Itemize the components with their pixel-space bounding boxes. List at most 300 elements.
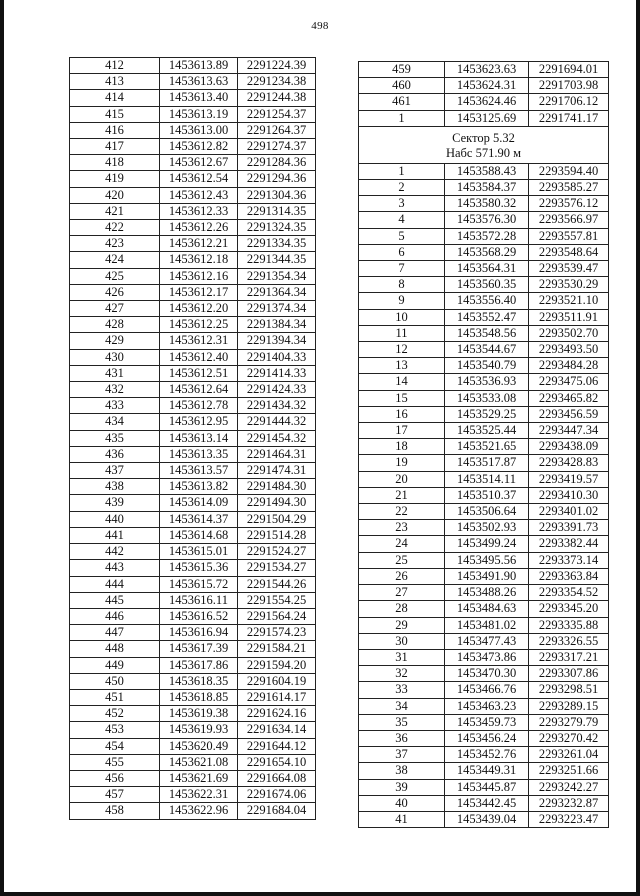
point-number-cell: 28 xyxy=(359,601,445,617)
x-coordinate-cell: 1453614.37 xyxy=(160,511,238,527)
point-number-cell: 420 xyxy=(70,187,160,203)
table-row xyxy=(70,430,316,446)
point-number-cell: 30 xyxy=(359,633,445,649)
x-coordinate-cell: 1453456.24 xyxy=(445,730,529,746)
y-coordinate-cell: 2293557.81 xyxy=(529,228,609,244)
table-row xyxy=(70,333,316,349)
point-number-cell: 19 xyxy=(359,455,445,471)
table-row xyxy=(70,576,316,592)
table-row xyxy=(70,349,316,365)
x-coordinate-cell: 1453612.54 xyxy=(160,171,238,187)
y-coordinate-cell: 2293548.64 xyxy=(529,244,609,260)
y-coordinate-cell: 2293391.73 xyxy=(529,520,609,536)
x-coordinate-cell: 1453484.63 xyxy=(445,601,529,617)
table-row xyxy=(359,666,609,682)
point-number-cell: 29 xyxy=(359,617,445,633)
x-coordinate-cell: 1453588.43 xyxy=(445,163,529,179)
y-coordinate-cell: 2291384.34 xyxy=(238,317,316,333)
table-row xyxy=(359,293,609,309)
x-coordinate-cell: 1453514.11 xyxy=(445,471,529,487)
y-coordinate-cell: 2291684.04 xyxy=(238,803,316,819)
table-row xyxy=(70,479,316,495)
table-row xyxy=(359,358,609,374)
point-number-cell: 18 xyxy=(359,439,445,455)
point-number-cell: 1 xyxy=(359,110,445,126)
point-number-cell: 422 xyxy=(70,220,160,236)
point-number-cell: 436 xyxy=(70,446,160,462)
table-row xyxy=(70,187,316,203)
y-coordinate-cell: 2291614.17 xyxy=(238,689,316,705)
table-row xyxy=(70,414,316,430)
x-coordinate-cell: 1453616.11 xyxy=(160,592,238,608)
x-coordinate-cell: 1453613.40 xyxy=(160,90,238,106)
x-coordinate-cell: 1453612.26 xyxy=(160,220,238,236)
table-row xyxy=(359,325,609,341)
point-number-cell: 415 xyxy=(70,106,160,122)
x-coordinate-cell: 1453624.31 xyxy=(445,78,529,94)
point-number-cell: 33 xyxy=(359,682,445,698)
point-number-cell: 34 xyxy=(359,698,445,714)
point-number-cell: 434 xyxy=(70,414,160,430)
table-row xyxy=(70,722,316,738)
x-coordinate-cell: 1453584.37 xyxy=(445,180,529,196)
y-coordinate-cell: 2291524.27 xyxy=(238,544,316,560)
point-number-cell: 427 xyxy=(70,301,160,317)
table-row xyxy=(359,94,609,110)
y-coordinate-cell: 2291344.35 xyxy=(238,252,316,268)
table-row xyxy=(359,698,609,714)
table-row xyxy=(70,689,316,705)
x-coordinate-cell: 1453540.79 xyxy=(445,358,529,374)
point-number-cell: 450 xyxy=(70,673,160,689)
x-coordinate-cell: 1453499.24 xyxy=(445,536,529,552)
x-coordinate-cell: 1453617.86 xyxy=(160,657,238,673)
y-coordinate-cell: 2291424.33 xyxy=(238,382,316,398)
table-row xyxy=(359,633,609,649)
y-coordinate-cell: 2291584.21 xyxy=(238,641,316,657)
table-row xyxy=(359,714,609,730)
point-number-cell: 433 xyxy=(70,398,160,414)
x-coordinate-cell: 1453615.72 xyxy=(160,576,238,592)
table-row xyxy=(359,342,609,358)
point-number-cell: 448 xyxy=(70,641,160,657)
x-coordinate-cell: 1453481.02 xyxy=(445,617,529,633)
sector-elevation: Набс 571.90 м xyxy=(445,145,522,160)
point-number-cell: 14 xyxy=(359,374,445,390)
x-coordinate-cell: 1453619.38 xyxy=(160,706,238,722)
y-coordinate-cell: 2293419.57 xyxy=(529,471,609,487)
point-number-cell: 13 xyxy=(359,358,445,374)
y-coordinate-cell: 2293566.97 xyxy=(529,212,609,228)
point-number-cell: 25 xyxy=(359,552,445,568)
point-number-cell: 27 xyxy=(359,585,445,601)
table-row xyxy=(359,390,609,406)
x-coordinate-cell: 1453564.31 xyxy=(445,261,529,277)
point-number-cell: 453 xyxy=(70,722,160,738)
x-coordinate-cell: 1453506.64 xyxy=(445,504,529,520)
table-row xyxy=(359,244,609,260)
y-coordinate-cell: 2291544.26 xyxy=(238,576,316,592)
point-number-cell: 424 xyxy=(70,252,160,268)
table-row xyxy=(359,62,609,78)
x-coordinate-cell: 1453612.17 xyxy=(160,284,238,300)
point-number-cell: 430 xyxy=(70,349,160,365)
x-coordinate-cell: 1453612.95 xyxy=(160,414,238,430)
point-number-cell: 440 xyxy=(70,511,160,527)
table-row xyxy=(70,527,316,543)
x-coordinate-cell: 1453510.37 xyxy=(445,487,529,503)
y-coordinate-cell: 2293279.79 xyxy=(529,714,609,730)
table-row xyxy=(70,787,316,803)
point-number-cell: 421 xyxy=(70,203,160,219)
sector-header-row xyxy=(359,126,609,163)
point-number-cell: 15 xyxy=(359,390,445,406)
x-coordinate-cell: 1453612.64 xyxy=(160,382,238,398)
x-coordinate-cell: 1453612.78 xyxy=(160,398,238,414)
x-coordinate-cell: 1453613.14 xyxy=(160,430,238,446)
point-number-cell: 417 xyxy=(70,139,160,155)
x-coordinate-cell: 1453612.18 xyxy=(160,252,238,268)
y-coordinate-cell: 2293363.84 xyxy=(529,568,609,584)
x-coordinate-cell: 1453525.44 xyxy=(445,423,529,439)
table-row xyxy=(70,203,316,219)
x-coordinate-cell: 1453442.45 xyxy=(445,795,529,811)
y-coordinate-cell: 2291494.30 xyxy=(238,495,316,511)
y-coordinate-cell: 2293232.87 xyxy=(529,795,609,811)
x-coordinate-cell: 1453617.39 xyxy=(160,641,238,657)
y-coordinate-cell: 2291594.20 xyxy=(238,657,316,673)
y-coordinate-cell: 2293511.91 xyxy=(529,309,609,325)
point-number-cell: 456 xyxy=(70,770,160,786)
point-number-cell: 419 xyxy=(70,171,160,187)
point-number-cell: 437 xyxy=(70,463,160,479)
table-row xyxy=(70,673,316,689)
table-row xyxy=(70,139,316,155)
table-row xyxy=(70,122,316,138)
right-table-body-bottom xyxy=(359,163,609,827)
point-number-cell: 414 xyxy=(70,90,160,106)
x-coordinate-cell: 1453614.09 xyxy=(160,495,238,511)
table-row xyxy=(359,423,609,439)
x-coordinate-cell: 1453473.86 xyxy=(445,649,529,665)
point-number-cell: 432 xyxy=(70,382,160,398)
table-row xyxy=(359,78,609,94)
y-coordinate-cell: 2293428.83 xyxy=(529,455,609,471)
point-number-cell: 37 xyxy=(359,747,445,763)
table-row xyxy=(70,236,316,252)
x-coordinate-cell: 1453612.16 xyxy=(160,268,238,284)
table-row xyxy=(359,795,609,811)
point-number-cell: 446 xyxy=(70,608,160,624)
table-row xyxy=(359,585,609,601)
y-coordinate-cell: 2293475.06 xyxy=(529,374,609,390)
table-row xyxy=(70,803,316,819)
y-coordinate-cell: 2291404.33 xyxy=(238,349,316,365)
table-row xyxy=(70,706,316,722)
point-number-cell: 4 xyxy=(359,212,445,228)
table-row xyxy=(359,552,609,568)
point-number-cell: 31 xyxy=(359,649,445,665)
y-coordinate-cell: 2291294.36 xyxy=(238,171,316,187)
table-row xyxy=(70,317,316,333)
right-table-body-top xyxy=(359,62,609,127)
point-number-cell: 5 xyxy=(359,228,445,244)
y-coordinate-cell: 2291634.14 xyxy=(238,722,316,738)
x-coordinate-cell: 1453616.52 xyxy=(160,608,238,624)
table-row xyxy=(359,261,609,277)
point-number-cell: 425 xyxy=(70,268,160,284)
point-number-cell: 439 xyxy=(70,495,160,511)
point-number-cell: 39 xyxy=(359,779,445,795)
point-number-cell: 444 xyxy=(70,576,160,592)
table-row xyxy=(359,277,609,293)
x-coordinate-cell: 1453572.28 xyxy=(445,228,529,244)
table-row xyxy=(359,682,609,698)
x-coordinate-cell: 1453439.04 xyxy=(445,811,529,827)
table-row xyxy=(359,163,609,179)
x-coordinate-cell: 1453612.25 xyxy=(160,317,238,333)
point-number-cell: 426 xyxy=(70,284,160,300)
table-row xyxy=(70,446,316,462)
table-row xyxy=(70,738,316,754)
y-coordinate-cell: 2293270.42 xyxy=(529,730,609,746)
table-row xyxy=(70,284,316,300)
y-coordinate-cell: 2293576.12 xyxy=(529,196,609,212)
y-coordinate-cell: 2291234.38 xyxy=(238,74,316,90)
table-row xyxy=(70,495,316,511)
x-coordinate-cell: 1453612.31 xyxy=(160,333,238,349)
x-coordinate-cell: 1453612.20 xyxy=(160,301,238,317)
x-coordinate-cell: 1453612.67 xyxy=(160,155,238,171)
point-number-cell: 457 xyxy=(70,787,160,803)
y-coordinate-cell: 2293354.52 xyxy=(529,585,609,601)
y-coordinate-cell: 2291304.36 xyxy=(238,187,316,203)
coordinates-table-left xyxy=(69,57,316,820)
table-row xyxy=(359,471,609,487)
y-coordinate-cell: 2291604.19 xyxy=(238,673,316,689)
point-number-cell: 1 xyxy=(359,163,445,179)
x-coordinate-cell: 1453502.93 xyxy=(445,520,529,536)
y-coordinate-cell: 2291484.30 xyxy=(238,479,316,495)
scan-border-left xyxy=(0,0,4,896)
point-number-cell: 435 xyxy=(70,430,160,446)
point-number-cell: 423 xyxy=(70,236,160,252)
point-number-cell: 455 xyxy=(70,754,160,770)
y-coordinate-cell: 2291474.31 xyxy=(238,463,316,479)
point-number-cell: 459 xyxy=(359,62,445,78)
y-coordinate-cell: 2293447.34 xyxy=(529,423,609,439)
x-coordinate-cell: 1453613.82 xyxy=(160,479,238,495)
table-row xyxy=(359,617,609,633)
point-number-cell: 2 xyxy=(359,180,445,196)
y-coordinate-cell: 2293345.20 xyxy=(529,601,609,617)
point-number-cell: 428 xyxy=(70,317,160,333)
x-coordinate-cell: 1453612.51 xyxy=(160,365,238,381)
x-coordinate-cell: 1453620.49 xyxy=(160,738,238,754)
y-coordinate-cell: 2291564.24 xyxy=(238,608,316,624)
x-coordinate-cell: 1453618.35 xyxy=(160,673,238,689)
sector-header xyxy=(359,126,609,163)
table-row xyxy=(70,106,316,122)
y-coordinate-cell: 2291274.37 xyxy=(238,139,316,155)
y-coordinate-cell: 2291264.37 xyxy=(238,122,316,138)
x-coordinate-cell: 1453533.08 xyxy=(445,390,529,406)
y-coordinate-cell: 2291624.16 xyxy=(238,706,316,722)
table-row xyxy=(70,155,316,171)
point-number-cell: 451 xyxy=(70,689,160,705)
x-coordinate-cell: 1453491.90 xyxy=(445,568,529,584)
y-coordinate-cell: 2291284.36 xyxy=(238,155,316,171)
table-row xyxy=(359,406,609,422)
table-row xyxy=(70,463,316,479)
table-row xyxy=(359,309,609,325)
y-coordinate-cell: 2291324.35 xyxy=(238,220,316,236)
point-number-cell: 36 xyxy=(359,730,445,746)
point-number-cell: 35 xyxy=(359,714,445,730)
table-row xyxy=(359,487,609,503)
y-coordinate-cell: 2293289.15 xyxy=(529,698,609,714)
y-coordinate-cell: 2293251.66 xyxy=(529,763,609,779)
y-coordinate-cell: 2291414.33 xyxy=(238,365,316,381)
point-number-cell: 441 xyxy=(70,527,160,543)
y-coordinate-cell: 2291434.32 xyxy=(238,398,316,414)
point-number-cell: 10 xyxy=(359,309,445,325)
point-number-cell: 442 xyxy=(70,544,160,560)
point-number-cell: 429 xyxy=(70,333,160,349)
x-coordinate-cell: 1453615.01 xyxy=(160,544,238,560)
table-row xyxy=(359,228,609,244)
y-coordinate-cell: 2291504.29 xyxy=(238,511,316,527)
y-coordinate-cell: 2293242.27 xyxy=(529,779,609,795)
point-number-cell: 12 xyxy=(359,342,445,358)
x-coordinate-cell: 1453459.73 xyxy=(445,714,529,730)
table-row xyxy=(359,196,609,212)
point-number-cell: 460 xyxy=(359,78,445,94)
x-coordinate-cell: 1453470.30 xyxy=(445,666,529,682)
table-row xyxy=(70,657,316,673)
y-coordinate-cell: 2293521.10 xyxy=(529,293,609,309)
coordinates-table-right xyxy=(358,61,609,828)
x-coordinate-cell: 1453622.31 xyxy=(160,787,238,803)
y-coordinate-cell: 2291674.06 xyxy=(238,787,316,803)
x-coordinate-cell: 1453556.40 xyxy=(445,293,529,309)
scan-border-bottom xyxy=(0,892,640,896)
x-coordinate-cell: 1453613.00 xyxy=(160,122,238,138)
x-coordinate-cell: 1453612.43 xyxy=(160,187,238,203)
y-coordinate-cell: 2293438.09 xyxy=(529,439,609,455)
point-number-cell: 454 xyxy=(70,738,160,754)
x-coordinate-cell: 1453449.31 xyxy=(445,763,529,779)
x-coordinate-cell: 1453613.63 xyxy=(160,74,238,90)
point-number-cell: 3 xyxy=(359,196,445,212)
table-row xyxy=(359,439,609,455)
y-coordinate-cell: 2291654.10 xyxy=(238,754,316,770)
x-coordinate-cell: 1453568.29 xyxy=(445,244,529,260)
point-number-cell: 438 xyxy=(70,479,160,495)
y-coordinate-cell: 2293594.40 xyxy=(529,163,609,179)
x-coordinate-cell: 1453624.46 xyxy=(445,94,529,110)
y-coordinate-cell: 2291664.08 xyxy=(238,770,316,786)
x-coordinate-cell: 1453612.21 xyxy=(160,236,238,252)
point-number-cell: 452 xyxy=(70,706,160,722)
table-row xyxy=(359,601,609,617)
y-coordinate-cell: 2291244.38 xyxy=(238,90,316,106)
y-coordinate-cell: 2291364.34 xyxy=(238,284,316,300)
table-row xyxy=(359,536,609,552)
point-number-cell: 431 xyxy=(70,365,160,381)
table-row xyxy=(70,301,316,317)
table-row xyxy=(70,90,316,106)
y-coordinate-cell: 2291741.17 xyxy=(529,110,609,126)
table-row xyxy=(70,641,316,657)
table-row xyxy=(70,625,316,641)
x-coordinate-cell: 1453488.26 xyxy=(445,585,529,601)
point-number-cell: 418 xyxy=(70,155,160,171)
table-row xyxy=(359,180,609,196)
x-coordinate-cell: 1453560.35 xyxy=(445,277,529,293)
table-row xyxy=(359,110,609,126)
table-row xyxy=(70,544,316,560)
point-number-cell: 22 xyxy=(359,504,445,520)
x-coordinate-cell: 1453612.82 xyxy=(160,139,238,155)
y-coordinate-cell: 2293223.47 xyxy=(529,811,609,827)
table-row xyxy=(70,74,316,90)
y-coordinate-cell: 2291694.01 xyxy=(529,62,609,78)
y-coordinate-cell: 2291534.27 xyxy=(238,560,316,576)
y-coordinate-cell: 2293298.51 xyxy=(529,682,609,698)
x-coordinate-cell: 1453536.93 xyxy=(445,374,529,390)
x-coordinate-cell: 1453613.89 xyxy=(160,58,238,74)
table-row xyxy=(70,268,316,284)
y-coordinate-cell: 2293307.86 xyxy=(529,666,609,682)
x-coordinate-cell: 1453621.69 xyxy=(160,770,238,786)
x-coordinate-cell: 1453613.57 xyxy=(160,463,238,479)
point-number-cell: 413 xyxy=(70,74,160,90)
table-row xyxy=(70,252,316,268)
left-table-body xyxy=(70,58,316,820)
table-row xyxy=(359,455,609,471)
y-coordinate-cell: 2291454.32 xyxy=(238,430,316,446)
point-number-cell: 447 xyxy=(70,625,160,641)
x-coordinate-cell: 1453622.96 xyxy=(160,803,238,819)
y-coordinate-cell: 2293335.88 xyxy=(529,617,609,633)
point-number-cell: 9 xyxy=(359,293,445,309)
x-coordinate-cell: 1453621.08 xyxy=(160,754,238,770)
x-coordinate-cell: 1453544.67 xyxy=(445,342,529,358)
x-coordinate-cell: 1453463.23 xyxy=(445,698,529,714)
x-coordinate-cell: 1453623.63 xyxy=(445,62,529,78)
table-row xyxy=(359,212,609,228)
y-coordinate-cell: 2291394.34 xyxy=(238,333,316,349)
y-coordinate-cell: 2291444.32 xyxy=(238,414,316,430)
y-coordinate-cell: 2291514.28 xyxy=(238,527,316,543)
y-coordinate-cell: 2293502.70 xyxy=(529,325,609,341)
y-coordinate-cell: 2293317.21 xyxy=(529,649,609,665)
table-row xyxy=(359,730,609,746)
y-coordinate-cell: 2293456.59 xyxy=(529,406,609,422)
x-coordinate-cell: 1453517.87 xyxy=(445,455,529,471)
y-coordinate-cell: 2293530.29 xyxy=(529,277,609,293)
table-row xyxy=(70,398,316,414)
y-coordinate-cell: 2291554.25 xyxy=(238,592,316,608)
x-coordinate-cell: 1453445.87 xyxy=(445,779,529,795)
point-number-cell: 11 xyxy=(359,325,445,341)
y-coordinate-cell: 2291314.35 xyxy=(238,203,316,219)
point-number-cell: 449 xyxy=(70,657,160,673)
y-coordinate-cell: 2291706.12 xyxy=(529,94,609,110)
table-row xyxy=(359,747,609,763)
y-coordinate-cell: 2293410.30 xyxy=(529,487,609,503)
